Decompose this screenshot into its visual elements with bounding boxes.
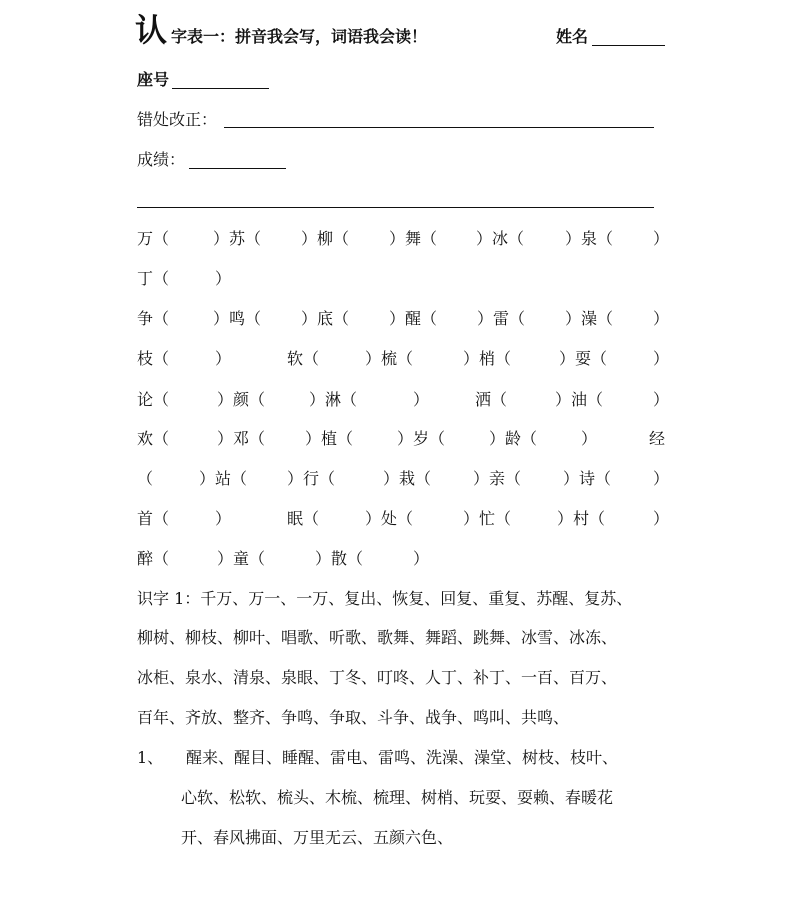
pinyin-cell: ）柳（ — [301, 229, 350, 248]
pinyin-cell: ）处（ — [365, 509, 414, 528]
pinyin-cell: 眠（ — [287, 509, 320, 528]
pinyin-cell: ）舞（ — [389, 229, 438, 248]
pinyin-cell: ）童（ — [217, 549, 266, 568]
pinyin-cell: ）鸣（ — [213, 309, 262, 328]
pinyin-cell: ）植（ — [305, 429, 354, 448]
vocab-line: 醒来、醒目、睡醒、雷电、雷鸣、洗澡、澡堂、树枝、枝叶、 — [186, 748, 619, 767]
pinyin-cell: ）行（ — [287, 469, 336, 488]
pinyin-cell: 首（ — [137, 509, 170, 528]
pinyin-row-5 — [137, 389, 670, 411]
vocab-line: 柳树、柳枝、柳叶、唱歌、听歌、歌舞、舞蹈、跳舞、冰雪、冰冻、 — [137, 628, 618, 647]
vocab-item-number: 1、 — [137, 748, 164, 767]
pinyin-cell: ）苏（ — [213, 229, 262, 248]
correction-label: 错处改正： — [137, 110, 218, 129]
pinyin-cell: ）邓（ — [217, 429, 266, 448]
pinyin-cell: ） — [653, 349, 670, 368]
pinyin-cell: ）醒（ — [389, 309, 438, 328]
pinyin-cell: ） — [653, 390, 670, 409]
correction-field-line[interactable] — [224, 127, 654, 128]
pinyin-cell: 欢（ — [137, 429, 170, 448]
pinyin-cell: ）站（ — [199, 469, 248, 488]
pinyin-cell: ）岁（ — [397, 429, 446, 448]
pinyin-cell: ） — [215, 349, 232, 368]
pinyin-cell: ）龄（ — [489, 429, 538, 448]
pinyin-cell: ）冰（ — [476, 229, 525, 248]
pinyin-cell: ） — [413, 549, 430, 568]
pinyin-cell: ） — [581, 429, 598, 448]
pinyin-cell: 软（ — [287, 349, 320, 368]
pinyin-cell: ）梢（ — [463, 349, 512, 368]
vocab-line: 百年、齐放、整齐、争鸣、争取、斗争、战争、鸣叫、共鸣、 — [137, 708, 570, 727]
pinyin-cell: ）诗（ — [563, 469, 612, 488]
pinyin-cell: ）梳（ — [365, 349, 414, 368]
pinyin-cell: ）耍（ — [559, 349, 608, 368]
pinyin-cell: ） — [653, 309, 670, 328]
name-field-line[interactable] — [592, 45, 665, 46]
pinyin-cell: 论（ — [137, 390, 170, 409]
pinyin-cell: ）底（ — [301, 309, 350, 328]
pinyin-row-7 — [137, 468, 670, 490]
pinyin-row-2 — [137, 268, 667, 290]
pinyin-cell: ）忙（ — [463, 509, 512, 528]
title-text: 字表一：拼音我会写，词语我会读！ — [171, 27, 428, 46]
pinyin-cell: ） — [215, 509, 232, 528]
pinyin-cell: ） — [215, 269, 232, 288]
pinyin-cell: 洒（ — [475, 390, 508, 409]
pinyin-cell: ） — [653, 509, 670, 528]
pinyin-cell: ）澡（ — [565, 309, 614, 328]
pinyin-row-9 — [137, 548, 667, 570]
pinyin-cell: ） — [653, 229, 670, 248]
vocab-line: 识字 1：千万、万一、一万、复出、恢复、回复、重复、苏醒、复苏、 — [137, 589, 633, 608]
pinyin-cell: ）亲（ — [473, 469, 522, 488]
pinyin-cell: ）颜（ — [217, 390, 266, 409]
pinyin-cell: ）雷（ — [477, 309, 526, 328]
pinyin-cell: ）油（ — [555, 390, 604, 409]
pinyin-cell: ） — [413, 390, 430, 409]
title-big-char: 认 — [135, 11, 168, 49]
vocab-line: 开、春风拂面、万里无云、五颜六色、 — [181, 828, 454, 847]
pinyin-row-1 — [137, 228, 670, 250]
pinyin-row-3 — [137, 308, 670, 330]
pinyin-cell: ） — [653, 469, 670, 488]
score-field-line[interactable] — [189, 168, 286, 169]
score-label: 成绩： — [137, 150, 186, 169]
pinyin-cell: 枝（ — [137, 349, 170, 368]
vocab-line: 心软、松软、梳头、木梳、梳理、树梢、玩耍、耍赖、春暖花 — [181, 788, 614, 807]
pinyin-cell: 万（ — [137, 229, 170, 248]
vocab-line: 冰柜、泉水、清泉、泉眼、丁冬、叮咚、人丁、补丁、一百、百万、 — [137, 668, 618, 687]
separator-line — [137, 207, 654, 208]
name-label: 姓名 — [556, 27, 589, 46]
pinyin-row-8 — [137, 508, 670, 530]
pinyin-cell: 丁（ — [137, 269, 170, 288]
seat-field-line[interactable] — [172, 88, 269, 89]
pinyin-cell: ）村（ — [557, 509, 606, 528]
pinyin-row-6 — [137, 428, 667, 450]
pinyin-cell: ）淋（ — [309, 390, 358, 409]
pinyin-cell: ）散（ — [315, 549, 364, 568]
pinyin-cell: 经 — [649, 429, 666, 448]
pinyin-cell: ）泉（ — [565, 229, 614, 248]
pinyin-cell: 醉（ — [137, 549, 170, 568]
seat-label: 座号 — [137, 70, 170, 89]
pinyin-row-4 — [137, 348, 670, 370]
pinyin-cell: ）栽（ — [383, 469, 432, 488]
pinyin-cell: （ — [137, 469, 154, 488]
pinyin-cell: 争（ — [137, 309, 170, 328]
